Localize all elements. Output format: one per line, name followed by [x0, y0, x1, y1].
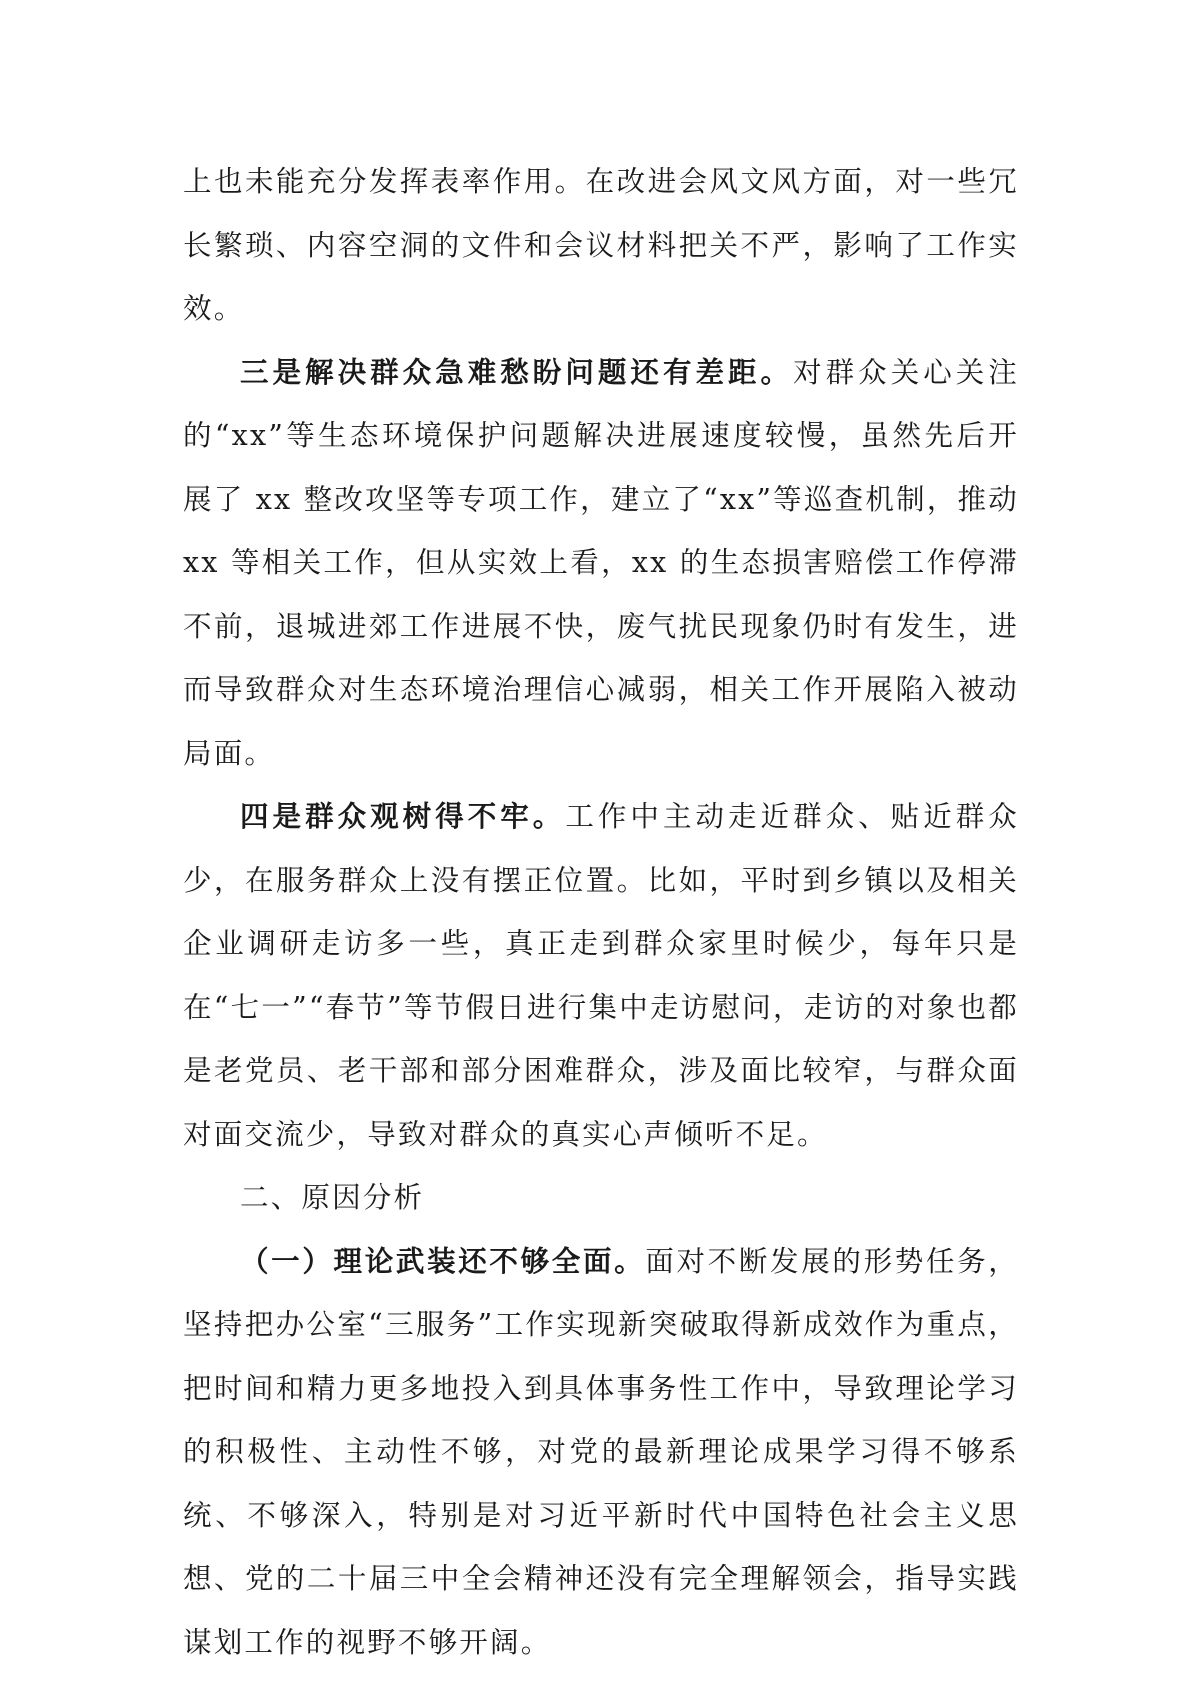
paragraph-text: 对群众关心关注的“xx”等生态环境保护问题解决进展速度较慢，虽然先后开展了 xx 整改攻坚等专项工作，建立了“xx”等巡查机制，推动 xx 等相关工作，但从实效上看，xx 的生态损害赔偿工作停滞不前，退城进郊工作进展不快，废气扰民现象仍时有发生，进而导致群众对生态环境治理信心减弱，相关工作开展陷入被动局面。	[183, 355, 1019, 770]
paragraph-analysis-one	[183, 1230, 1019, 1675]
paragraph-text: 上也未能充分发挥表率作用。在改进会风文风方面，对一些冗长繁琐、内容空洞的文件和会议材料把关不严，影响了工作实效。	[183, 165, 1019, 325]
paragraph-continuation	[183, 150, 1019, 341]
paragraph-point-four	[183, 785, 1019, 1166]
paragraph-lead: 四是群众观树得不牢。	[240, 799, 566, 833]
paragraph-lead: （一）理论武装还不够全面。	[240, 1243, 646, 1278]
section-heading: 二、原因分析	[240, 1181, 425, 1214]
paragraph-lead: 三是解决群众急难愁盼问题还有差距。	[240, 354, 794, 389]
document-body	[183, 150, 1019, 1674]
paragraph-point-three	[183, 341, 1019, 786]
paragraph-text: 工作中主动走近群众、贴近群众少，在服务群众上没有摆正位置。比如，平时到乡镇以及相关企业调研走访多一些，真正走到群众家里时候少，每年只是在“七一”“春节”等节假日进行集中走访慰问，走访的对象也都是老党员、老干部和部分困难群众，涉及面比较窄，与群众面对面交流少，导致对群众的真实心声倾听不足。	[183, 800, 1019, 1151]
paragraph-text: 面对不断发展的形势任务，坚持把办公室“三服务”工作实现新突破取得新成效作为重点，把时间和精力更多地投入到具体事务性工作中，导致理论学习的积极性、主动性不够，对党的最新理论成果学习得不够系统、不够深入，特别是对习近平新时代中国特色社会主义思想、党的二十届三中全会精神还没有完全理解领会，指导实践谋划工作的视野不够开阔。	[183, 1244, 1019, 1659]
